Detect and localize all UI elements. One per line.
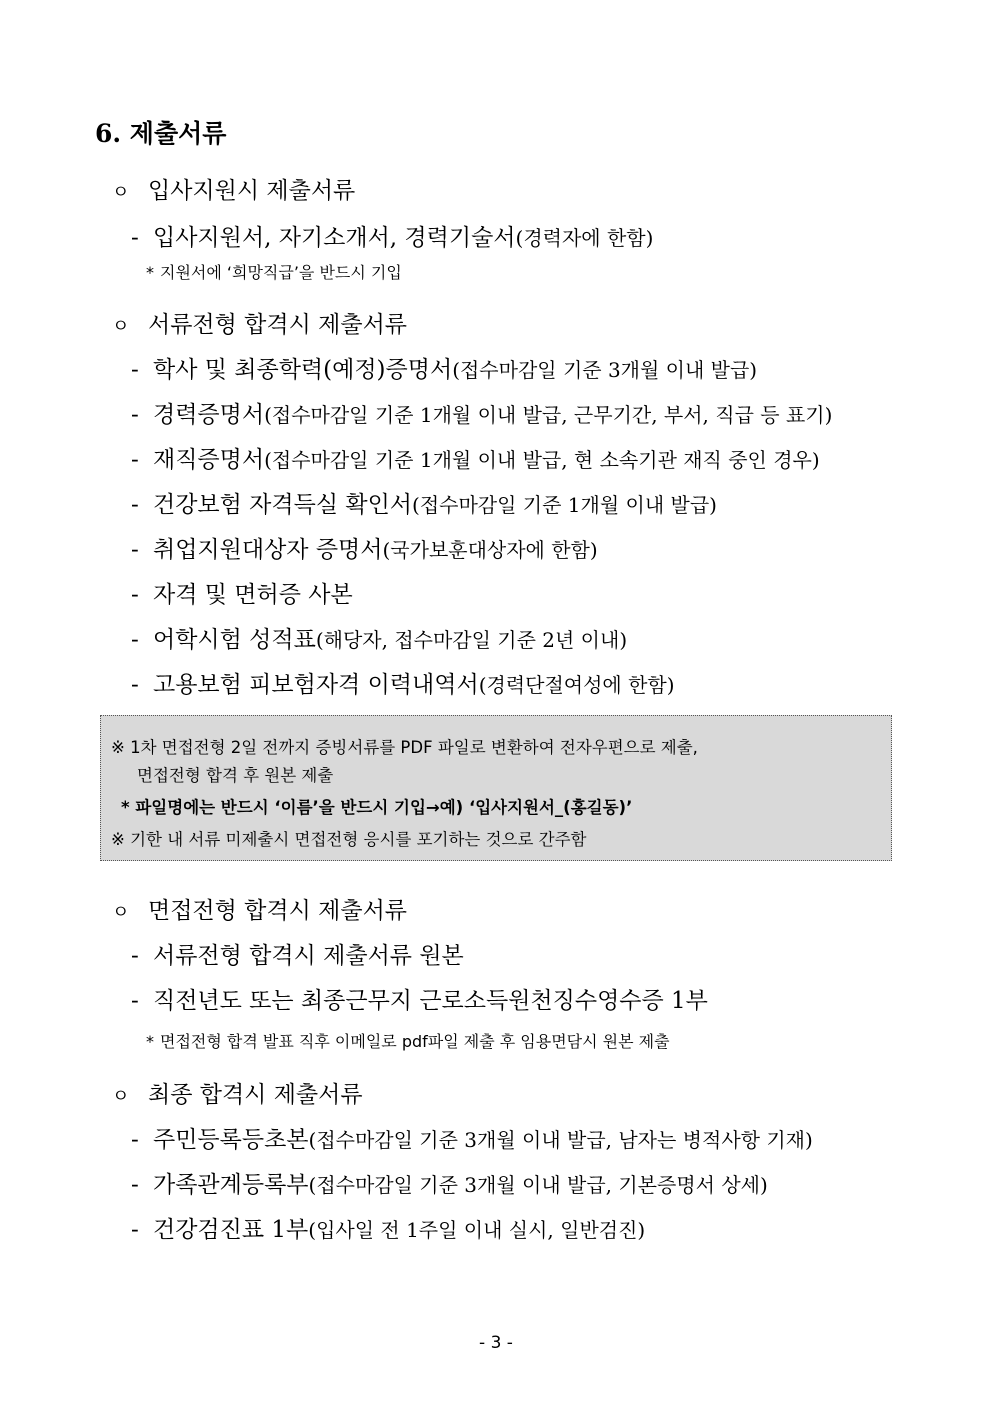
list-item [131,1211,645,1244]
item-main: 고용보험 피보험자격 이력내역서 [153,672,479,698]
group-heading [112,172,355,205]
list-item [131,576,353,609]
item-main: 직전년도 또는 최종근무지 근로소득원천징수영수증 1부 [153,988,708,1014]
item-main: 가족관계등록부 [153,1172,309,1198]
dash-mark: - [131,672,139,698]
notice-line-2: 면접전형 합격 후 원본 제출 [137,766,334,785]
dash-mark: - [131,357,139,383]
bullet-mark: ㅇ [112,182,130,203]
dash-mark: - [131,447,139,473]
list-item [131,1121,813,1154]
dash-mark: - [131,627,139,653]
item-main: 경력증명서 [153,402,265,428]
item-paren: (접수마감일 기준 3개월 이내 발급, 남자는 병적사항 기재) [308,1128,813,1152]
notice-line-3: * 파일명에는 반드시 ‘이름’을 반드시 기입→예) ‘입사지원서_(홍길동)’ [121,798,633,817]
notice-box [100,715,892,861]
note-text: 지원서에 ‘희망직급’을 반드시 기입 [160,263,402,282]
bullet-mark: ㅇ [112,316,130,337]
list-item [131,531,598,564]
group-heading-text: 면접전형 합격시 제출서류 [148,898,408,924]
list-item [131,666,675,699]
note-line [146,1029,670,1052]
note-text: 면접전형 합격 발표 직후 이메일로 pdf파일 제출 후 임용면담시 원본 제출 [160,1032,670,1051]
list-item [131,982,708,1015]
section-title: 6. 제출서류 [95,119,227,148]
dash-mark: - [131,537,139,563]
item-main: 재직증명서 [153,447,265,473]
list-item [131,396,832,429]
note-mark: * [146,1032,154,1051]
item-paren: (해당자, 접수마감일 기준 2년 이내) [315,628,628,652]
item-main: 자격 및 면허증 사본 [153,582,353,608]
item-main: 건강검진표 1부 [153,1217,309,1243]
item-main: 학사 및 최종학력(예정)증명서 [153,357,453,383]
item-main: 입사지원서, 자기소개서, 경력기술서 [153,225,516,251]
page-number: - 3 - [479,1333,513,1353]
dash-mark: - [131,1217,139,1243]
item-paren: (국가보훈대상자에 한함) [382,538,598,562]
item-paren: (접수마감일 기준 3개월 이내 발급) [452,358,758,382]
list-item [131,351,757,384]
list-item [131,486,717,519]
item-paren: (경력자에 한함) [515,226,654,250]
group-heading [112,892,407,925]
dash-mark: - [131,988,139,1014]
group-heading-text: 입사지원시 제출서류 [148,178,356,204]
note-mark: * [146,263,154,282]
item-main: 취업지원대상자 증명서 [153,537,383,563]
notice-line-4: ※ 기한 내 서류 미제출시 면접전형 응시를 포기하는 것으로 간주함 [111,830,587,849]
dash-mark: - [131,402,139,428]
note-line [146,260,402,283]
group-heading [112,306,407,339]
list-item [131,219,653,252]
item-paren: (경력단절여성에 한함) [478,673,675,697]
item-main: 어학시험 성적표 [153,627,316,653]
item-paren: (접수마감일 기준 1개월 이내 발급) [412,493,717,517]
list-item [131,441,820,474]
group-heading-text: 서류전형 합격시 제출서류 [148,312,408,338]
notice-line-1: ※ 1차 면접전형 2일 전까지 증빙서류를 PDF 파일로 변환하여 전자우편으로 제출, [111,738,698,757]
group-heading [112,1076,363,1109]
item-main: 건강보험 자격득실 확인서 [153,492,413,518]
item-paren: (접수마감일 기준 3개월 이내 발급, 기본증명서 상세) [308,1173,768,1197]
dash-mark: - [131,225,139,251]
group-heading-text: 최종 합격시 제출서류 [148,1082,363,1108]
list-item [131,937,464,970]
list-item [131,1166,768,1199]
dash-mark: - [131,582,139,608]
item-paren: (접수마감일 기준 1개월 이내 발급, 근무기간, 부서, 직급 등 표기) [264,403,833,427]
bullet-mark: ㅇ [112,902,130,923]
dash-mark: - [131,943,139,969]
item-paren: (접수마감일 기준 1개월 이내 발급, 현 소속기관 재직 중인 경우) [264,448,820,472]
dash-mark: - [131,1172,139,1198]
dash-mark: - [131,1127,139,1153]
item-main: 서류전형 합격시 제출서류 원본 [153,943,464,969]
list-item [131,621,627,654]
item-main: 주민등록등초본 [153,1127,309,1153]
dash-mark: - [131,492,139,518]
bullet-mark: ㅇ [112,1086,130,1107]
item-paren: (입사일 전 1주일 이내 실시, 일반검진) [308,1218,646,1242]
